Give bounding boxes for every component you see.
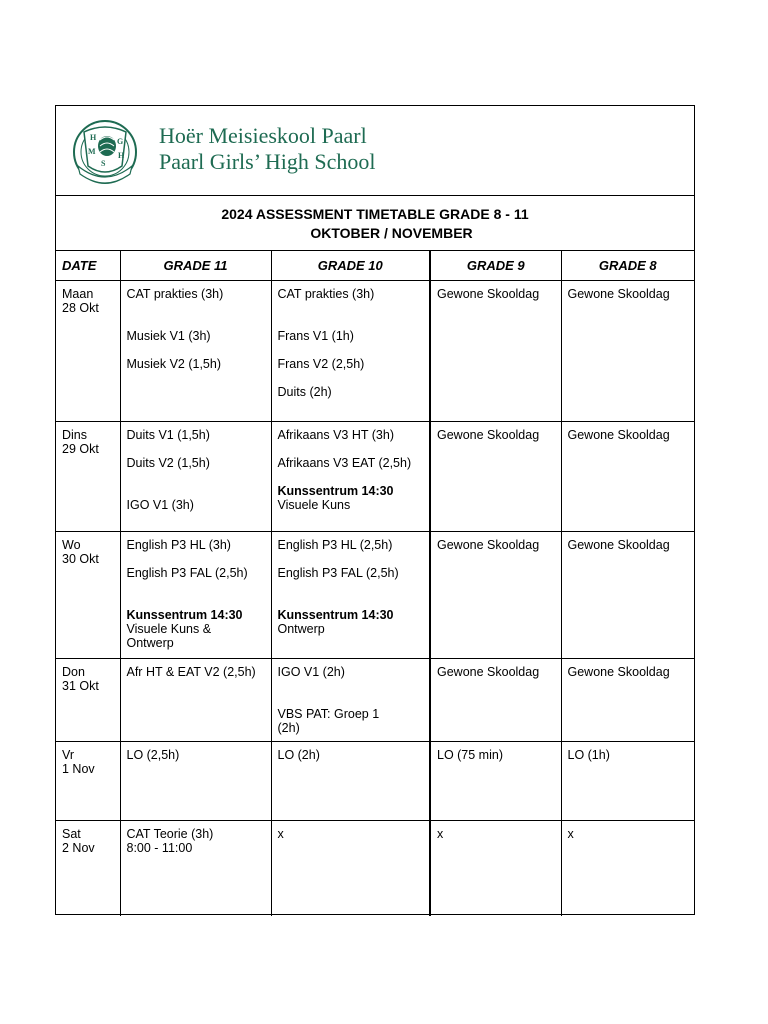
date-cell	[56, 741, 120, 820]
column-header-grade-8: GRADE 8	[561, 251, 694, 280]
grade-8-cell	[561, 820, 694, 916]
exam-entry: Gewone Skooldag	[567, 537, 670, 552]
exam-entry: Afrikaans V3 EAT (2,5h)	[277, 455, 412, 470]
school-name-english: Paarl Girls’ High School	[159, 149, 376, 174]
date-label: 28 Okt	[62, 300, 99, 315]
exam-entry: Afr HT & EAT V2 (2,5h)	[126, 664, 256, 679]
grade-11-cell	[120, 820, 271, 916]
table-row	[56, 421, 694, 531]
grade-8-cell	[561, 531, 694, 658]
exam-entry: English P3 HL (2,5h)	[277, 537, 393, 552]
table-row	[56, 741, 694, 820]
grade-8-cell	[561, 741, 694, 820]
grade-11-cell	[120, 421, 271, 531]
grade-11-cell	[120, 531, 271, 658]
exam-entry: Ontwerp	[277, 621, 325, 636]
exam-entry: Duits V1 (1,5h)	[126, 427, 210, 442]
crest-letter: H	[118, 151, 125, 160]
grade-10-cell	[271, 531, 430, 658]
exam-entry: Gewone Skooldag	[437, 537, 540, 552]
grade-10-cell	[271, 658, 430, 741]
exam-entry: Gewone Skooldag	[567, 664, 670, 679]
exam-entry: CAT prakties (3h)	[126, 286, 224, 301]
exam-entry: VBS PAT: Groep 1 (2h)	[277, 706, 380, 735]
exam-entry: Gewone Skooldag	[437, 427, 540, 442]
exam-entry: Musiek V2 (1,5h)	[126, 356, 221, 371]
grade-10-cell	[271, 820, 430, 916]
table-row	[56, 280, 694, 421]
column-header-grade-9: GRADE 9	[430, 251, 561, 280]
timetable-title: 2024 ASSESSMENT TIMETABLE GRADE 8 - 11	[221, 206, 529, 222]
school-header	[56, 106, 694, 196]
timetable-document	[55, 105, 695, 915]
exam-entry: LO (1h)	[567, 747, 610, 762]
exam-entry: CAT prakties (3h)	[277, 286, 375, 301]
grade-11-cell	[120, 658, 271, 741]
exam-entry: Gewone Skooldag	[437, 664, 540, 679]
exam-entry: Duits (2h)	[277, 384, 332, 399]
exam-entry: Gewone Skooldag	[437, 286, 540, 301]
table-header-row	[56, 251, 694, 280]
date-label: 31 Okt	[62, 678, 99, 693]
school-crest-icon	[70, 116, 140, 188]
exam-venue: Kunssentrum 14:30	[277, 607, 394, 622]
grade-11-cell	[120, 741, 271, 820]
title-band	[56, 196, 694, 251]
exam-entry: CAT Teorie (3h)	[126, 826, 214, 841]
exam-entry: Afrikaans V3 HT (3h)	[277, 427, 394, 442]
exam-entry: LO (75 min)	[437, 747, 503, 762]
date-label: 1 Nov	[62, 761, 95, 776]
day-label: Wo	[62, 537, 81, 552]
table-row	[56, 820, 694, 916]
date-label: 30 Okt	[62, 551, 99, 566]
grade-9-cell	[430, 280, 561, 421]
grade-9-cell	[430, 658, 561, 741]
grade-9-cell	[430, 741, 561, 820]
crest-letter: G	[117, 137, 124, 146]
date-label: 29 Okt	[62, 441, 99, 456]
exam-entry: Gewone Skooldag	[567, 427, 670, 442]
exam-entry: x	[437, 826, 444, 841]
date-cell	[56, 531, 120, 658]
exam-entry: Gewone Skooldag	[567, 286, 670, 301]
grade-8-cell	[561, 421, 694, 531]
exam-entry: Visuele Kuns	[277, 497, 351, 512]
exam-entry: LO (2h)	[277, 747, 320, 762]
exam-entry: Duits V2 (1,5h)	[126, 455, 210, 470]
day-label: Sat	[62, 826, 81, 841]
exam-entry: IGO V1 (2h)	[277, 664, 345, 679]
exam-entry: x	[567, 826, 574, 841]
crest-letter: H	[90, 133, 97, 142]
day-label: Don	[62, 664, 85, 679]
grade-11-cell	[120, 280, 271, 421]
exam-venue: Kunssentrum 14:30	[126, 607, 243, 622]
timetable-subtitle: OKTOBER / NOVEMBER	[310, 225, 473, 241]
day-label: Dins	[62, 427, 88, 442]
exam-entry: English P3 HL (3h)	[126, 537, 231, 552]
table-row	[56, 531, 694, 658]
exam-venue: Kunssentrum 14:30	[277, 483, 394, 498]
grade-9-cell	[430, 820, 561, 916]
date-cell	[56, 658, 120, 741]
grade-10-cell	[271, 280, 430, 421]
assessment-table	[56, 251, 694, 916]
date-cell	[56, 421, 120, 531]
day-label: Vr	[62, 747, 75, 762]
exam-time: 8:00 - 11:00	[126, 840, 193, 855]
grade-10-cell	[271, 741, 430, 820]
grade-8-cell	[561, 280, 694, 421]
school-name	[159, 123, 376, 175]
exam-entry: Frans V2 (2,5h)	[277, 356, 365, 371]
column-header-grade-10: GRADE 10	[271, 251, 430, 280]
exam-entry: English P3 FAL (2,5h)	[277, 565, 399, 580]
date-label: 2 Nov	[62, 840, 95, 855]
table-row	[56, 658, 694, 741]
grade-10-cell	[271, 421, 430, 531]
exam-entry: Visuele Kuns & Ontwerp	[126, 621, 212, 650]
grade-9-cell	[430, 531, 561, 658]
column-header-grade-11: GRADE 11	[120, 251, 271, 280]
grade-8-cell	[561, 658, 694, 741]
crest-letter: M	[88, 147, 96, 156]
grade-9-cell	[430, 421, 561, 531]
day-label: Maan	[62, 286, 94, 301]
crest-letter: S	[101, 159, 106, 168]
exam-entry: Frans V1 (1h)	[277, 328, 354, 343]
date-cell	[56, 820, 120, 916]
exam-entry: IGO V1 (3h)	[126, 497, 194, 512]
exam-entry: LO (2,5h)	[126, 747, 180, 762]
column-header-date: DATE	[56, 251, 120, 280]
date-cell	[56, 280, 120, 421]
exam-entry: x	[277, 826, 284, 841]
exam-entry: Musiek V1 (3h)	[126, 328, 211, 343]
exam-entry: English P3 FAL (2,5h)	[126, 565, 248, 580]
school-name-afrikaans: Hoër Meisieskool Paarl	[159, 123, 367, 148]
